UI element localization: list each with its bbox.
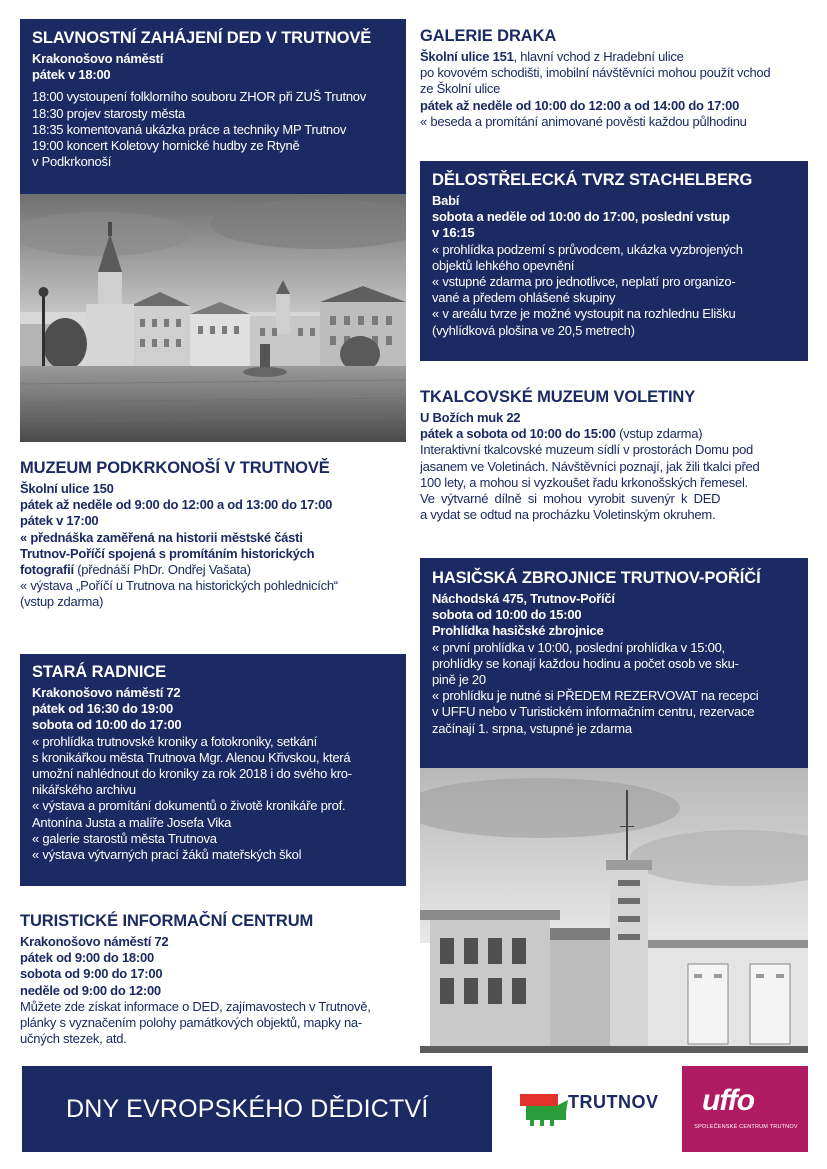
uffo-logo-text: uffo: [702, 1084, 755, 1117]
old-town-hall-item: « prohlídka trutnovské kroniky a fotokroniky, setkání: [32, 733, 317, 749]
museum-address: Školní ulice 150: [20, 481, 114, 496]
old-town-hall-title: STARÁ RADNICE: [32, 663, 167, 681]
uffo-logo: [682, 1066, 808, 1152]
stachelberg-time: v 16:15: [432, 225, 475, 241]
gallery-title: GALERIE DRAKA: [420, 27, 557, 45]
old-town-hall-address: Krakonošovo náměstí 72: [32, 685, 181, 700]
gallery-time: pátek až neděle od 10:00 do 12:00 a od 14:00 do 17:00: [420, 97, 740, 113]
fire-station-item: v UFFU nebo v Turistickém informačním centru, rezervace: [432, 704, 755, 720]
ded-opening-box: [20, 19, 406, 194]
tourist-info-text: učných stezek, atd.: [20, 1031, 127, 1047]
town-square-photo: [20, 194, 406, 442]
voletiny-time: pátek a sobota od 10:00 do 15:00: [420, 426, 616, 442]
museum-lecture: Trutnov-Poříčí spojená s promítáním historických: [20, 545, 315, 561]
tourist-info-text: Můžete zde získat informace o DED, zajímavostech v Trutnově,: [20, 998, 371, 1014]
voletiny-text: Interaktivní tkalcovské muzeum sídlí v prostorách Domu pod: [420, 442, 754, 458]
voletiny-text: jasanem ve Voletinách. Návštěvníci poznají, jak žili tkalci před: [420, 458, 760, 474]
old-town-hall-item: « výstava a promítání dokumentů o životě kronikáře prof.: [32, 798, 346, 814]
museum-exhibit: « výstava „Poříčí u Trutnova na historických pohlednicích“: [20, 578, 338, 594]
museum-lecture-note: (přednáší PhDr. Ondřej Vašata): [73, 562, 251, 578]
stachelberg-item: vané a předem ohlášené skupiny: [432, 290, 616, 306]
old-town-hall-item: Antonína Justa a malíře Josefa Vika: [32, 814, 232, 830]
fire-station-title: HASIČSKÁ ZBROJNICE TRUTNOV-POŘÍČÍ: [432, 569, 761, 587]
voletiny-time-note: (vstup zdarma): [615, 426, 703, 442]
museum-lecture-end: fotografií: [20, 562, 74, 578]
old-town-hall-item: nikářského archivu: [32, 782, 136, 798]
voletiny-text: a vydat se odtud na procházku Voletinským okruhem.: [420, 507, 716, 523]
fire-station-item: « prohlídku je nutné si PŘEDEM REZERVOVAT na recepci: [432, 688, 759, 704]
voletiny-address: U Božích muk 22: [420, 410, 521, 425]
museum-podkrkonosi-box: [20, 458, 410, 636]
old-town-hall-item: umožní nahlédnout do kroniky za rok 2018 i do svého kro-: [32, 766, 352, 782]
fire-station-address: Náchodská 475, Trutnov-Poříčí: [432, 591, 615, 606]
tourist-info-address: Krakonošovo náměstí 72: [20, 934, 169, 949]
voletiny-box: [420, 387, 814, 537]
museum-exhibit-note: (vstup zdarma): [20, 594, 104, 610]
stachelberg-item: (vyhlídková plošina ve 20,5 metrech): [432, 322, 635, 338]
tourist-info-box: [20, 911, 412, 1061]
ded-opening-time: pátek v 18:00: [32, 67, 111, 83]
museum-lecture: « přednáška zaměřená na historii městské části: [20, 529, 303, 545]
fire-station-item: « první prohlídka v 10:00, poslední prohlídka v 15:00,: [432, 639, 725, 655]
program-item: v Podkrkonoší: [32, 154, 112, 170]
old-town-hall-item: s kronikářkou města Trutnova Mgr. Alenou Křivskou, která: [32, 749, 351, 765]
program-item: 18:00 vystoupení folklorního souboru ZHOR při ZUŠ Trutnov: [32, 89, 367, 105]
ded-opening-title: SLAVNOSTNÍ ZAHÁJENÍ DED V TRUTNOVĚ: [32, 29, 372, 47]
stachelberg-time: sobota a neděle od 10:00 do 17:00, poslední vstup: [432, 209, 730, 225]
stachelberg-item: « v areálu tvrze je možné vystoupit na rozhlednu Elišku: [432, 306, 736, 322]
fire-station-item: začínají 1. srpna, vstupné je zdarma: [432, 720, 632, 736]
stachelberg-item: « vstupné zdarma pro jednotlivce, neplatí pro organizo-: [432, 274, 736, 290]
old-town-hall-time: sobota od 10:00 do 17:00: [32, 717, 182, 733]
uffo-tagline: SPOLEČENSKÉ CENTRUM TRUTNOV: [694, 1124, 798, 1130]
stachelberg-box: [420, 161, 808, 361]
stachelberg-title: DĚLOSTŘELECKÁ TVRZ STACHELBERG: [432, 171, 753, 189]
tourist-info-time: neděle od 9:00 do 12:00: [20, 982, 161, 998]
program-item: 19:00 koncert Koletovy hornické hudby ze Rtyně: [32, 138, 300, 154]
tourist-info-text: plánky s vyznačením polohy památkových objektů, mapky na-: [20, 1015, 362, 1031]
gallery-text: po kovovém schodišti, imobilní návštěvníci mohou použít vchod: [420, 65, 771, 81]
fire-station-item: prohlídky se konají každou hodinu a počet osob ve sku-: [432, 655, 739, 671]
ded-opening-place: Krakonošovo náměstí: [32, 51, 164, 66]
tourist-info-time: pátek od 9:00 do 18:00: [20, 950, 154, 966]
tourist-info-time: sobota od 9:00 do 17:00: [20, 966, 163, 982]
old-town-hall-item: « galerie starostů města Trutnova: [32, 830, 217, 846]
museum-title: MUZEUM PODKRKONOŠÍ V TRUTNOVĚ: [20, 459, 330, 477]
gallery-address: Školní ulice 151: [420, 49, 514, 64]
voletiny-text: 100 lety, a mohou si vyzkoušet řadu krkonošských řemesel.: [420, 474, 748, 490]
program-item: 18:30 projev starosty města: [32, 105, 185, 121]
program-item: 18:35 komentovaná ukázka práce a techniky MP Trutnov: [32, 121, 347, 137]
fire-station-time: sobota od 10:00 do 15:00: [432, 607, 582, 623]
old-town-hall-box: [20, 654, 406, 886]
fire-station-subtitle: Prohlídka hasičské zbrojnice: [432, 623, 604, 639]
old-town-hall-item: « výstava výtvarných prací žáků mateřských škol: [32, 847, 302, 863]
stachelberg-item: objektů lehkého opevnění: [432, 257, 575, 273]
footer-title: DNY EVROPSKÉHO DĚDICTVÍ: [22, 1066, 492, 1152]
gallery-text: ze Školní ulice: [420, 81, 501, 97]
museum-lecture-time: pátek v 17:00: [20, 513, 99, 529]
old-town-hall-time: pátek od 16:30 do 19:00: [32, 701, 173, 717]
museum-time: pátek až neděle od 9:00 do 12:00 a od 13:00 do 17:00: [20, 497, 333, 513]
fire-station-photo: [420, 768, 808, 1053]
voletiny-title: TKALCOVSKÉ MUZEUM VOLETINY: [420, 388, 696, 406]
trutnov-logo: [496, 1066, 678, 1152]
voletiny-text: Ve výtvarné dílně si mohou vyrobit suvenýr k DED: [420, 491, 721, 507]
stachelberg-place: Babí: [432, 193, 460, 208]
museum-lecture-line: [20, 562, 410, 578]
fire-station-box: [420, 558, 808, 768]
stachelberg-item: « prohlídka podzemí s průvodcem, ukázka vyzbrojených: [432, 241, 743, 257]
gallery-address-rest: , hlavní vchod z Hradební ulice: [513, 49, 684, 64]
gallery-note: « beseda a promítání animované pověsti každou půlhodinu: [420, 113, 747, 129]
gallery-box: [420, 26, 814, 146]
trutnov-logo-text: TRUTNOV: [568, 1092, 659, 1112]
tourist-info-title: TURISTICKÉ INFORMAČNÍ CENTRUM: [20, 912, 314, 930]
fire-station-item: pině je 20: [432, 672, 486, 688]
